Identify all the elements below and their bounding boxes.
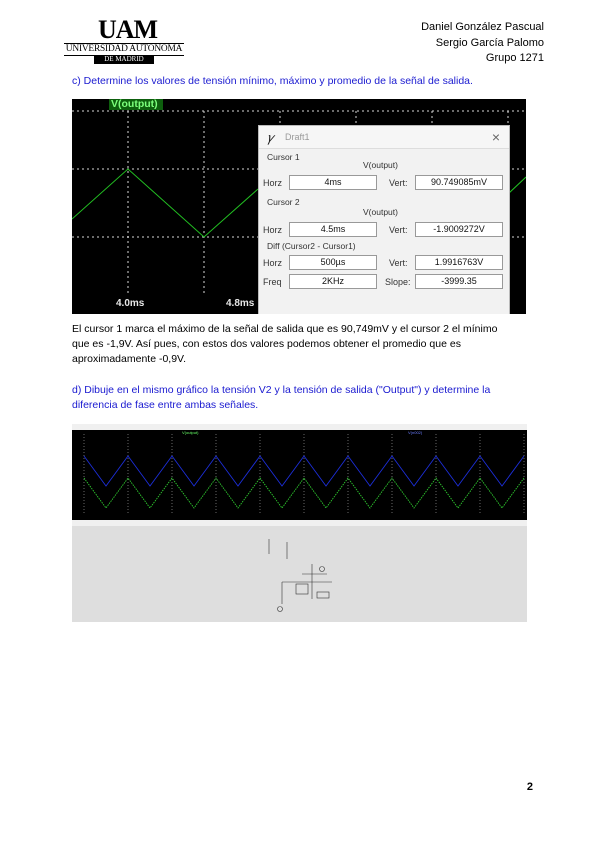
answer-line: aproximadamente -0,9V. [72,353,187,365]
ltspice-icon: 𝛾 [267,130,274,145]
horz-label: Horz [263,258,283,268]
dialog-title: Draft1 [285,132,310,142]
cursor2-horz-field[interactable]: 4.5ms [289,222,377,237]
freq-field[interactable]: 2KHz [289,274,377,289]
ltspice-window-screenshot [72,424,527,622]
group-line: Grupo 1271 [485,52,544,64]
schematic-titlebar [72,520,527,526]
waveform-pane [72,430,527,520]
slope-label: Slope: [385,277,411,287]
vert-label: Vert: [389,258,408,268]
author-line: Daniel González Pascual [421,21,544,33]
ltspice-window [72,424,527,622]
question-line: d) Dibuje en el mismo gráfico la tensión V2 y la tensión de salida ("Output") y determine la [72,384,491,396]
vert-label: Vert: [389,225,408,235]
waveform-titlebar [72,424,527,430]
output-trace-right [508,177,526,194]
vert-label: Vert: [389,178,408,188]
horz-label: Horz [263,178,283,188]
cursor2-group-label: Cursor 2 [267,197,300,207]
x-tick-label: 4.8ms [226,298,255,309]
question-line: diferencia de fase entre ambas señales. [72,399,259,411]
cursor1-trace: V(output) [363,160,398,170]
green-trace-label: V(output) [182,430,199,435]
logo-mark: UAM [98,15,158,44]
blue-trace-label: V(n002) [408,430,423,435]
page-number: 2 [526,781,533,793]
university-logo [64,15,184,64]
answer-line: El cursor 1 marca el máximo de la señal de salida que es 90,749mV y el cursor 2 el mínimo [72,323,498,335]
cursor2-vert-field[interactable]: -1.9009272V [415,222,503,237]
cursor1-group-label: Cursor 1 [267,152,300,162]
trace-label: V(output) [109,99,163,110]
cursor1-horz-field[interactable]: 4ms [289,175,377,190]
question-c: c) Determine los valores de tensión mínimo, máximo y promedio de la señal de salida. [72,75,473,87]
answer-c [72,322,528,367]
cursor-dialog [258,125,510,314]
answer-line: que es -1,9V. Así pues, con estos dos valores podemos obtener el promedio que es [72,338,461,350]
slope-field[interactable]: -3999.35 [415,274,503,289]
freq-label: Freq [263,277,282,287]
author-block [421,20,544,67]
cursor2-trace: V(output) [363,207,398,217]
diff-vert-field[interactable]: 1.9916763V [415,255,503,270]
logo-city: DE MADRID [94,55,154,64]
diff-group-label: Diff (Cursor2 - Cursor1) [267,241,356,251]
author-line: Sergio García Palomo [435,36,544,49]
x-tick-label: 4.0ms [116,298,145,309]
cursor1-vert-field[interactable]: 90.749085mV [415,175,503,190]
oscilloscope-screenshot [72,99,526,314]
logo-name: UNIVERSIDAD AUTONOMA [65,44,183,54]
dialog-titlebar [259,126,509,149]
output-trace [72,169,258,237]
diff-horz-field[interactable]: 500µs [289,255,377,270]
schematic-drawing [269,539,332,612]
question-d [72,383,528,413]
close-icon[interactable]: × [491,129,500,145]
horz-label: Horz [263,225,283,235]
